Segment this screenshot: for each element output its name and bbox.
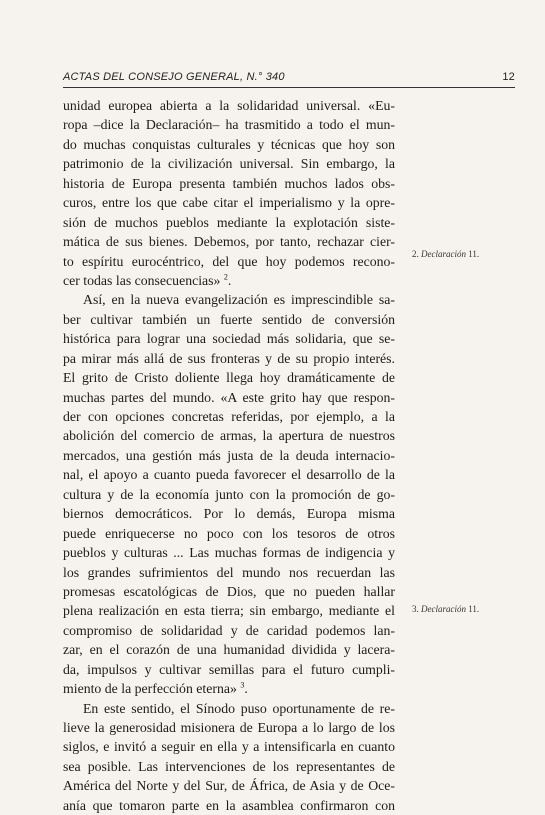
footnote-ref[interactable]: 2 — [223, 272, 228, 282]
footnote-number: 3. — [412, 604, 419, 614]
journal-title: ACTAS DEL CONSEJO GENERAL, N.° 340 — [63, 71, 285, 83]
text-line: promesas escatológicas de Dios, que no pueden hallar — [63, 583, 395, 599]
text-line: der con opciones concretas referidas, por ejemplo, a la — [63, 409, 395, 424]
text-line: abolición del comercio de armas, la apertura de nuestros — [63, 428, 395, 444]
text-line: América del Norte y del Sur, de África, de Asia y de Oce- — [63, 778, 395, 794]
text-line: ropa –dice la Declaración– ha trasmitido a todo el mun- — [63, 117, 395, 133]
text-line — [63, 271, 395, 290]
line-text: miento de la perfección eterna» — [63, 681, 237, 697]
text-line: to espíritu eurocéntrico, del que hoy podemos recono- — [63, 253, 395, 269]
body-text — [63, 96, 395, 815]
running-header — [63, 71, 515, 83]
header-rule — [63, 87, 515, 88]
footnote-source: Declaración — [421, 249, 466, 259]
text-line: do muchas conquistas culturales y técnicas que hoy son — [63, 136, 395, 152]
text-line: biernos democráticos. Por lo demás, Europa misma — [63, 506, 395, 522]
text-line: da, impulsos y cultivar semillas para el futuro cumpli- — [63, 661, 395, 677]
text-line: lieve la generosidad misionera de Europa a lo largo de los — [63, 720, 395, 735]
text-line: muchas partes del mundo. «A este grito hay que respon- — [63, 389, 395, 405]
text-line: mercados, una gestión más justa de la deuda internacio- — [63, 447, 395, 463]
text-line: curos, entre los que cabe citar el imperialismo y la opre- — [63, 195, 395, 211]
text-line — [63, 679, 395, 698]
footnote-ref[interactable]: 3 — [240, 680, 245, 690]
text-line: mática de sus bienes. Debemos, por tanto, rechazar cier- — [63, 234, 395, 250]
text-line: patrimonio de la civilización universal. Sin embargo, la — [63, 156, 395, 172]
text-line: plena realización en esta tierra; sin embargo, mediante el — [63, 603, 395, 619]
text-line: El grito de Cristo doliente llega hoy dramáticamente de — [63, 370, 395, 386]
text-line: histórica para lograr una sociedad más solidaria, que se- — [63, 331, 395, 347]
text-line: zar, en el corazón de una humanidad dividida y lacera- — [63, 642, 395, 658]
text-line: siglos, e invitó a seguir en ella y a intensificarla en cuanto — [63, 739, 395, 755]
text-line: nal, el apoyo a cuanto pueda favorecer el desarrollo de la — [63, 467, 395, 483]
text-line: pueblos y culturas ... Las muchas formas de indigencia y — [63, 545, 395, 561]
text-line: En este sentido, el Sínodo puso oportunamente de re- — [83, 700, 395, 716]
footnote-ref-text: 11. — [468, 604, 480, 614]
text-line: sión de muchos pueblos mediante la explotación siste- — [63, 214, 395, 230]
text-line: ber cultivar también un fuerte sentido de conversión — [63, 311, 395, 327]
text-line: historia de Europa presenta también muchos lados obs- — [63, 175, 395, 191]
footnote — [412, 604, 479, 614]
line-punct: . — [244, 681, 248, 697]
line-punct: . — [227, 272, 232, 288]
text-line: anía que tomaron parte en la asamblea confirmaron con — [63, 797, 395, 813]
text-line: unidad europea abierta a la solidaridad universal. «Eu- — [63, 98, 395, 113]
line-text: cer todas las consecuencias» — [63, 272, 221, 288]
page-number: 12 — [502, 71, 515, 83]
text-line: sea posible. Las intervenciones de los representantes de — [63, 758, 395, 774]
text-line: cultura y de la economía junto con la promoción de go- — [63, 486, 395, 502]
text-line: compromiso de solidaridad y de caridad podemos lan- — [63, 622, 395, 638]
footnote-source: Declaración — [421, 604, 466, 614]
text-line: pa mirar más allá de sus fronteras y de su propio interés. — [63, 350, 395, 366]
footnote-number: 2. — [412, 249, 419, 259]
footnote-ref-text: 11. — [468, 249, 480, 259]
footnote — [412, 249, 479, 259]
text-line: Así, en la nueva evangelización es imprescindible sa- — [83, 292, 395, 308]
text-line: puede enriquecerse no poco con los tesoros de otros — [63, 525, 395, 541]
text-line: los grandes sufrimientos del mundo nos recuerdan las — [63, 564, 395, 580]
